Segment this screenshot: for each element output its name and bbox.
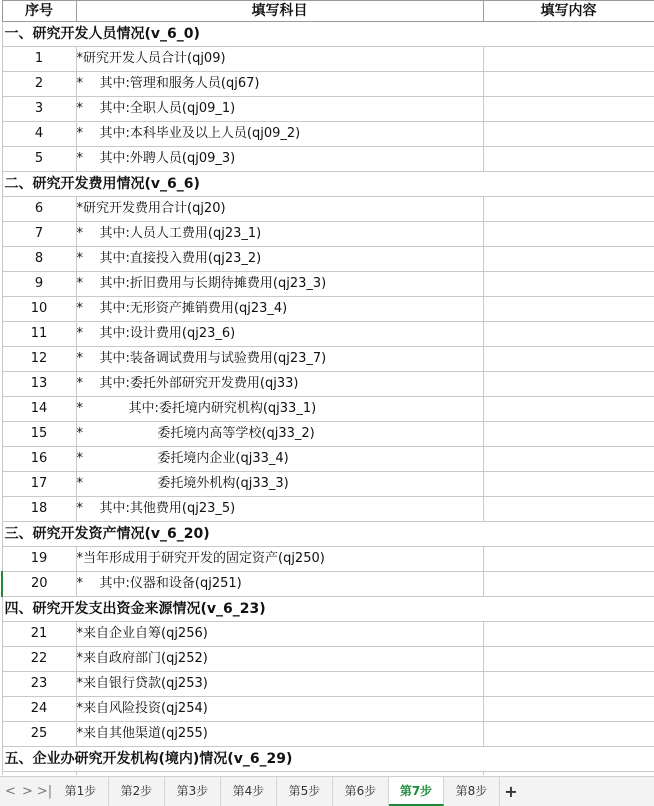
section-title[interactable]: 二、研究开发费用情况(v_6_6) (2, 172, 654, 197)
header-content[interactable]: 填写内容 (483, 1, 654, 22)
subject-cell[interactable]: * 其中:委托外部研究开发费用(qj33) (76, 372, 483, 397)
row-number-cell[interactable]: 11 (2, 322, 76, 347)
form-table (1, 0, 654, 775)
row-number-cell[interactable]: 12 (2, 347, 76, 372)
row-number-cell[interactable]: 3 (2, 97, 76, 122)
row-number-cell[interactable]: 19 (2, 547, 76, 572)
content-input-cell[interactable] (483, 122, 654, 147)
row-number-cell[interactable] (2, 772, 76, 776)
table-row (2, 497, 654, 522)
row-number-cell[interactable]: 4 (2, 122, 76, 147)
subject-cell[interactable]: *当年形成用于研究开发的固定资产(qj250) (76, 547, 483, 572)
sheet-tab-step-1[interactable]: 第1步 (53, 777, 109, 806)
content-input-cell[interactable] (483, 272, 654, 297)
sheet-tab-step-5[interactable]: 第5步 (277, 777, 333, 806)
content-input-cell[interactable] (483, 472, 654, 497)
content-input-cell[interactable] (483, 372, 654, 397)
sheet-tab-step-6[interactable]: 第6步 (333, 777, 389, 806)
table-row (2, 322, 654, 347)
table-row (2, 372, 654, 397)
table-row (2, 147, 654, 172)
content-input-cell[interactable] (483, 447, 654, 472)
table-row (2, 122, 654, 147)
subject-cell[interactable]: * 其中:直接投入费用(qj23_2) (76, 247, 483, 272)
subject-cell[interactable]: *研究开发费用合计(qj20) (76, 197, 483, 222)
subject-cell[interactable]: * 委托境内企业(qj33_4) (76, 447, 483, 472)
subject-cell[interactable]: * 其中:装备调试费用与试验费用(qj23_7) (76, 347, 483, 372)
table-row (2, 572, 654, 597)
row-number-cell[interactable]: 22 (2, 647, 76, 672)
section-header-row (2, 22, 654, 47)
subject-cell[interactable]: * 其中:全职人员(qj09_1) (76, 97, 483, 122)
content-input-cell[interactable] (483, 72, 654, 97)
subject-cell[interactable]: * 其中:管理和服务人员(qj67) (76, 72, 483, 97)
table-row (2, 247, 654, 272)
content-input-cell[interactable] (483, 147, 654, 172)
subject-cell[interactable]: * 其中:折旧费用与长期待摊费用(qj23_3) (76, 272, 483, 297)
section-title[interactable]: 五、企业办研究开发机构(境内)情况(v_6_29) (2, 747, 654, 772)
row-number-cell[interactable]: 8 (2, 247, 76, 272)
table-row (2, 422, 654, 447)
table-row (2, 47, 654, 72)
row-number-cell[interactable]: 14 (2, 397, 76, 422)
last-sheet-button[interactable]: >| (36, 784, 53, 799)
table-row (2, 197, 654, 222)
sheet-tab-step-7[interactable]: 第7步 (389, 777, 444, 806)
add-sheet-button[interactable]: + (504, 782, 518, 801)
table-row (2, 97, 654, 122)
section-header-row (2, 172, 654, 197)
table-row (2, 347, 654, 372)
sheet-tab-step-8[interactable]: 第8步 (444, 777, 500, 806)
row-number-cell[interactable]: 18 (2, 497, 76, 522)
section-header-row (2, 747, 654, 772)
content-input-cell[interactable] (483, 772, 654, 776)
table-row (2, 772, 654, 776)
table-row (2, 722, 654, 747)
content-input-cell[interactable] (483, 297, 654, 322)
content-input-cell[interactable] (483, 497, 654, 522)
subject-cell[interactable]: *来自政府部门(qj252) (76, 647, 483, 672)
content-input-cell[interactable] (483, 397, 654, 422)
content-input-cell[interactable] (483, 47, 654, 72)
content-input-cell[interactable] (483, 197, 654, 222)
section-header-row (2, 522, 654, 547)
sheet-tabs (53, 777, 500, 806)
content-input-cell[interactable] (483, 697, 654, 722)
sheet-tab-step-2[interactable]: 第2步 (109, 777, 165, 806)
table-row (2, 472, 654, 497)
content-input-cell[interactable] (483, 547, 654, 572)
table-row (2, 272, 654, 297)
content-input-cell[interactable] (483, 97, 654, 122)
subject-cell[interactable]: * 其中:无形资产摊销费用(qj23_4) (76, 297, 483, 322)
header-subject[interactable]: 填写科目 (76, 1, 483, 22)
content-input-cell[interactable] (483, 247, 654, 272)
table-row (2, 622, 654, 647)
content-input-cell[interactable] (483, 622, 654, 647)
section-title[interactable]: 三、研究开发资产情况(v_6_20) (2, 522, 654, 547)
subject-cell[interactable]: *来自风险投资(qj254) (76, 697, 483, 722)
content-input-cell[interactable] (483, 322, 654, 347)
first-sheet-button[interactable]: < (5, 784, 16, 799)
subject-cell[interactable]: * 其中:设计费用(qj23_6) (76, 322, 483, 347)
subject-cell[interactable]: * 其中:仪器和设备(qj251) (76, 572, 483, 597)
subject-cell[interactable]: *来自其他渠道(qj255) (76, 722, 483, 747)
table-row (2, 697, 654, 722)
row-number-cell[interactable]: 6 (2, 197, 76, 222)
header-row (2, 1, 654, 22)
row-number-cell[interactable]: 20 (2, 572, 76, 597)
table-row (2, 647, 654, 672)
row-number-cell[interactable]: 5 (2, 147, 76, 172)
row-number-cell[interactable]: 17 (2, 472, 76, 497)
table-row (2, 547, 654, 572)
sheet-tab-bar (0, 776, 654, 806)
content-input-cell[interactable] (483, 647, 654, 672)
content-input-cell[interactable] (483, 422, 654, 447)
row-number-cell[interactable]: 7 (2, 222, 76, 247)
subject-cell[interactable]: * 其中:人员人工费用(qj23_1) (76, 222, 483, 247)
subject-cell[interactable]: * 其中:委托境内研究机构(qj33_1) (76, 397, 483, 422)
section-title[interactable]: 一、研究开发人员情况(v_6_0) (2, 22, 654, 47)
row-number-cell[interactable]: 10 (2, 297, 76, 322)
subject-cell[interactable]: *来自企业自筹(qj256) (76, 622, 483, 647)
row-number-cell[interactable]: 9 (2, 272, 76, 297)
content-input-cell[interactable] (483, 572, 654, 597)
row-number-cell[interactable]: 13 (2, 372, 76, 397)
subject-cell[interactable]: *研究开发人员合计(qj09) (76, 47, 483, 72)
table-row (2, 297, 654, 322)
subject-cell[interactable]: * 其中:本科毕业及以上人员(qj09_2) (76, 122, 483, 147)
subject-cell[interactable]: * 其中:其他费用(qj23_5) (76, 497, 483, 522)
table-row (2, 447, 654, 472)
subject-cell[interactable]: * 其中:外聘人员(qj09_3) (76, 147, 483, 172)
row-number-cell[interactable]: 21 (2, 622, 76, 647)
table-row (2, 672, 654, 697)
sheet-tab-step-3[interactable]: 第3步 (165, 777, 221, 806)
header-seq[interactable]: 序号 (2, 1, 76, 22)
table-row (2, 72, 654, 97)
subject-cell[interactable]: * 委托境外机构(qj33_3) (76, 472, 483, 497)
row-number-cell[interactable]: 1 (2, 47, 76, 72)
row-number-cell[interactable]: 15 (2, 422, 76, 447)
content-input-cell[interactable] (483, 347, 654, 372)
content-input-cell[interactable] (483, 672, 654, 697)
table-row (2, 397, 654, 422)
subject-cell[interactable] (76, 772, 483, 776)
section-header-row (2, 597, 654, 622)
prev-sheet-button[interactable]: > (22, 784, 33, 799)
content-input-cell[interactable] (483, 722, 654, 747)
table-row (2, 222, 654, 247)
row-number-cell[interactable]: 2 (2, 72, 76, 97)
section-title[interactable]: 四、研究开发支出资金来源情况(v_6_23) (2, 597, 654, 622)
sheet-navigation (0, 777, 53, 806)
content-input-cell[interactable] (483, 222, 654, 247)
row-number-cell[interactable]: 25 (2, 722, 76, 747)
subject-cell[interactable]: *来自银行贷款(qj253) (76, 672, 483, 697)
sheet-tab-step-4[interactable]: 第4步 (221, 777, 277, 806)
subject-cell[interactable]: * 委托境内高等学校(qj33_2) (76, 422, 483, 447)
row-number-cell[interactable]: 24 (2, 697, 76, 722)
row-number-cell[interactable]: 23 (2, 672, 76, 697)
row-number-cell[interactable]: 16 (2, 447, 76, 472)
